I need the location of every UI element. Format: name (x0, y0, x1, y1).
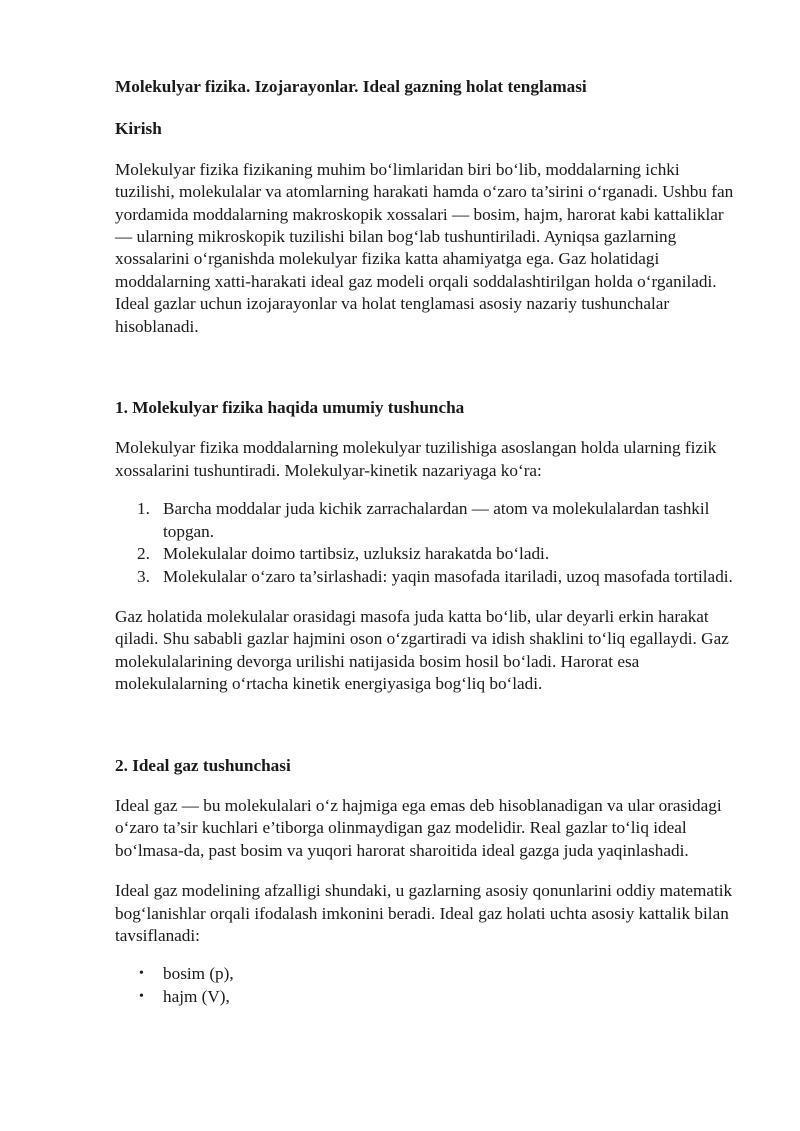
state-parameters-list (115, 963, 735, 1008)
intro-heading: Kirish (115, 119, 162, 139)
list-item-text: Molekulalar o‘zaro ta’sirlashadi: yaqin masofada itariladi, uzoq masofada tortiladi. (163, 566, 733, 586)
section-2-paragraph-2: Ideal gaz modelining afzalligi shundaki, u gazlarning asosiy qonunlarini oddiy matematik bog‘lanishlar orqali ifodalash imkonini beradi. Ideal gaz holati uchta asosiy kattalik bilan tavsiflanadi: (115, 881, 733, 945)
list-item (115, 963, 735, 985)
list-item-number: 2. (137, 544, 150, 564)
intro-paragraph: Molekulyar fizika fizikaning muhim bo‘limlaridan biri bo‘lib, moddalarning ichki tuzilishi, molekulalar va atomlarning harakati hamda o‘zaro ta’sirini o‘rganadi. Ushbu fan yordamida moddalarning makroskopik xossalari — bosim, hajm, harorat kabi kattaliklar — ularning mikroskopik tuzilishi bilan bog‘lab tushuntiriladi. Ayniqsa gazlarning xossalarini o‘rganishda molekulyar fizika katta ahamiyatga ega. Gaz holatidagi moddalarning xatti-harakati ideal gaz modeli orqali soddalashtirilgan holda o‘rganiladi. Ideal gazlar uchun izojarayonlar va holat tenglamasi asosiy nazariy tushunchalar hisoblanadi. (115, 159, 734, 336)
section-2-paragraph-1: Ideal gaz — bu molekulalari o‘z hajmiga ega emas deb hisoblanadigan va ular orasidagi o‘zaro ta’sir kuchlari e’tiborga olinmaydigan gaz modelidir. Real gazlar to‘liq ideal bo‘lmasa-da, past bosim va yuqori harorat sharoitida ideal gazga juda yaqinlashadi. (115, 795, 722, 860)
list-item-number: 1. (137, 499, 150, 519)
list-item-text: Molekulalar doimo tartibsiz, uzluksiz harakatda bo‘ladi. (163, 544, 550, 564)
document-title: Molekulyar fizika. Izojarayonlar. Ideal gazning holat tenglamasi (115, 77, 587, 96)
bullet-icon: • (139, 966, 144, 982)
section-1-paragraph-2: Gaz holatida molekulalar orasidagi masofa juda katta bo‘lib, ular deyarli erkin harakat qiladi. Shu sababli gazlar hajmini oson o‘zgartiradi va idish shaklini to‘liq egallaydi. Gaz molekulalarining devorga urilishi natijasida bosim hosil bo‘ladi. Harorat esa molekulalarning o‘rtacha kinetik energiyasiga bog‘liq bo‘ladi. (115, 606, 729, 694)
list-item-number: 3. (137, 566, 150, 586)
list-item (115, 498, 735, 543)
section-1-heading: 1. Molekulyar fizika haqida umumiy tushuncha (115, 398, 465, 418)
list-item-text: bosim (p), (163, 964, 234, 984)
list-item-text: hajm (V), (163, 986, 230, 1006)
list-item-text: Barcha moddalar juda kichik zarrachalardan — atom va molekulalardan tashkil topgan. (163, 499, 710, 541)
list-item (115, 543, 735, 565)
list-item (115, 566, 735, 588)
bullet-icon: • (139, 988, 144, 1004)
list-item (115, 986, 735, 1008)
section-1-paragraph-1: Molekulyar fizika moddalarning molekulyar tuzilishiga asoslangan holda ularning fizik xossalarini tushuntiradi. Molekulyar-kinetik nazariyaga ko‘ra: (115, 438, 717, 480)
section-2-heading: 2. Ideal gaz tushunchasi (115, 755, 291, 775)
document-page (115, 74, 735, 1008)
kinetic-theory-list (115, 498, 735, 588)
